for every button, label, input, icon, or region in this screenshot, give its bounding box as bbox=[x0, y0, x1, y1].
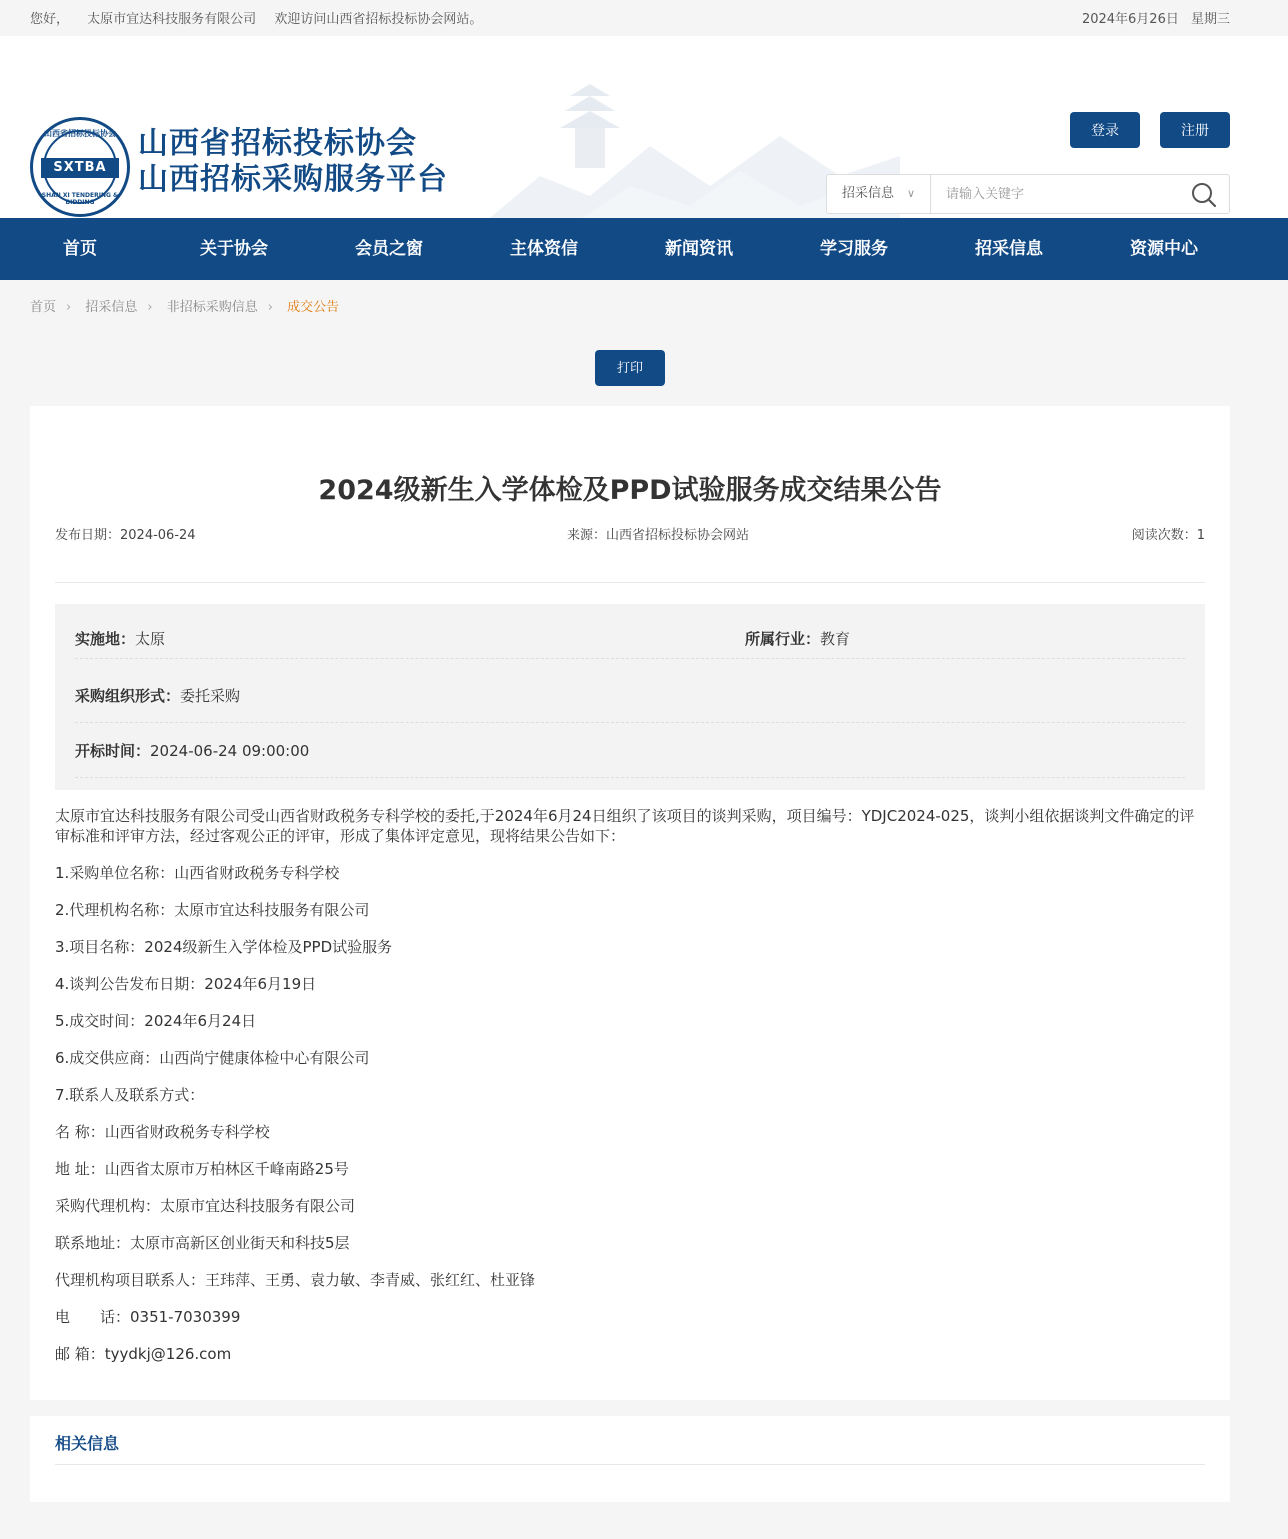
breadcrumb-procurement[interactable]: 招采信息 bbox=[85, 300, 138, 315]
current-weekday: 星期三 bbox=[1190, 12, 1230, 27]
register-button[interactable]: 注册 bbox=[1160, 112, 1230, 148]
info-row-open-time bbox=[75, 723, 1185, 778]
nav-item-resources[interactable]: 资源中心 bbox=[1130, 239, 1198, 259]
chevron-down-icon: ∨ bbox=[907, 187, 916, 200]
nav-item-procurement[interactable]: 招采信息 bbox=[975, 239, 1043, 259]
article-paragraph: 采购代理机构：太原市宜达科技服务有限公司 bbox=[55, 1197, 356, 1215]
search-category-select[interactable] bbox=[827, 175, 931, 213]
info-row-org bbox=[75, 668, 1185, 723]
article-paragraph: 6.成交供应商：山西尚宁健康体检中心有限公司 bbox=[55, 1049, 370, 1067]
article-paragraph: 联系地址：太原市高新区创业街天和科技5层 bbox=[55, 1234, 350, 1252]
nav-item-learning[interactable]: 学习服务 bbox=[820, 239, 888, 259]
chevron-right-icon: › bbox=[66, 300, 72, 315]
article-paragraph: 代理机构项目联系人：王玮萍、王勇、袁力敏、李青威、张红红、杜亚锋 bbox=[55, 1271, 536, 1289]
project-info-box bbox=[55, 604, 1205, 790]
nav-item-credit[interactable]: 主体资信 bbox=[510, 239, 578, 259]
title-divider bbox=[55, 582, 1205, 583]
search-category-label: 招采信息 bbox=[842, 186, 895, 201]
site-title[interactable] bbox=[138, 126, 448, 198]
welcome-text bbox=[30, 8, 496, 27]
org-value: 委托采购 bbox=[180, 687, 241, 705]
search-input[interactable] bbox=[932, 175, 1182, 213]
open-time-label: 开标时间： bbox=[75, 742, 151, 760]
top-bar bbox=[0, 0, 1288, 36]
read-count: 阅读次数：1 bbox=[1131, 528, 1205, 543]
search-bar bbox=[826, 174, 1230, 214]
article-paragraph: 3.项目名称：2024级新生入学体检及PPD试验服务 bbox=[55, 938, 393, 956]
search-icon[interactable] bbox=[1189, 181, 1219, 209]
article-paragraph: 2.代理机构名称：太原市宜达科技服务有限公司 bbox=[55, 901, 370, 919]
logo-ring-text: 山西省招标投标协会 bbox=[44, 129, 116, 138]
related-info-title: 相关信息 bbox=[55, 1434, 120, 1453]
article-paragraph: 太原市宜达科技服务有限公司受山西省财政税务专科学校的委托,于2024年6月24日组织了该项目的谈判采购，项目编号：YDJC2024-025，谈判小组依据谈判文件确定的评审标准和评审方法，经过客观公正的评审，形成了集体评定意见，现将结果公告如下： bbox=[55, 807, 1195, 845]
nav-item-home[interactable]: 首页 bbox=[63, 239, 97, 259]
chevron-right-icon: › bbox=[267, 300, 273, 315]
site-title-line2: 山西招标采购服务平台 bbox=[138, 162, 448, 197]
industry-value: 教育 bbox=[820, 630, 851, 648]
place-value: 太原 bbox=[135, 630, 166, 648]
article-paragraph: 7.联系人及联系方式： bbox=[55, 1086, 205, 1104]
main-navigation bbox=[0, 218, 1288, 280]
industry-label: 所属行业： bbox=[745, 630, 821, 648]
article-paragraph: 邮 箱：tyydkj@126.com bbox=[55, 1345, 232, 1363]
breadcrumb-non-tender[interactable]: 非招标采购信息 bbox=[166, 300, 258, 315]
article-paragraph: 1.采购单位名称：山西省财政税务专科学校 bbox=[55, 864, 340, 882]
print-button[interactable]: 打印 bbox=[595, 350, 665, 386]
site-title-line1: 山西省招标投标协会 bbox=[138, 126, 417, 161]
chevron-right-icon: › bbox=[147, 300, 153, 315]
nav-item-about[interactable]: 关于协会 bbox=[200, 239, 268, 259]
article-paragraph: 5.成交时间：2024年6月24日 bbox=[55, 1012, 257, 1030]
site-header bbox=[0, 36, 1288, 218]
article-paragraph: 电 话：0351-7030399 bbox=[55, 1308, 241, 1326]
nav-item-news[interactable]: 新闻资讯 bbox=[665, 239, 733, 259]
logo-abbreviation: SXTBA bbox=[41, 158, 119, 178]
current-date: 2024年6月26日 bbox=[1081, 12, 1179, 27]
article-paragraph: 地 址：山西省太原市万柏林区千峰南路25号 bbox=[55, 1160, 349, 1178]
open-time-value: 2024-06-24 09:00:00 bbox=[150, 742, 310, 760]
breadcrumb-current: 成交公告 bbox=[287, 300, 340, 315]
article-paragraph: 4.谈判公告发布日期：2024年6月19日 bbox=[55, 975, 317, 993]
publish-date: 发布日期：2024-06-24 bbox=[55, 528, 196, 543]
association-logo[interactable] bbox=[30, 117, 130, 217]
user-company: 太原市宜达科技服务有限公司 bbox=[87, 12, 257, 27]
org-label: 采购组织形式： bbox=[75, 687, 181, 705]
info-row-place bbox=[75, 604, 1185, 659]
login-button[interactable]: 登录 bbox=[1070, 112, 1140, 148]
article-source: 来源：山西省招标投标协会网站 bbox=[567, 528, 750, 543]
related-info-panel bbox=[30, 1416, 1230, 1502]
related-divider bbox=[55, 1464, 1205, 1465]
breadcrumb bbox=[30, 296, 345, 315]
article-paragraph: 名 称：山西省财政税务专科学校 bbox=[55, 1123, 270, 1141]
breadcrumb-home[interactable]: 首页 bbox=[30, 300, 57, 315]
welcome-message: 欢迎访问山西省招标投标协会网站。 bbox=[274, 12, 483, 27]
place-label: 实施地： bbox=[75, 630, 136, 648]
article-title: 2024级新生入学体检及PPD试验服务成交结果公告 bbox=[318, 475, 942, 506]
article-panel bbox=[30, 406, 1230, 1400]
date-display bbox=[1074, 8, 1230, 27]
logo-ring-english: SHAN XI TENDERING & BIDDING bbox=[41, 192, 119, 206]
nav-item-members[interactable]: 会员之窗 bbox=[355, 239, 423, 259]
article-body bbox=[55, 806, 1205, 1381]
greeting: 您好， bbox=[30, 12, 70, 27]
